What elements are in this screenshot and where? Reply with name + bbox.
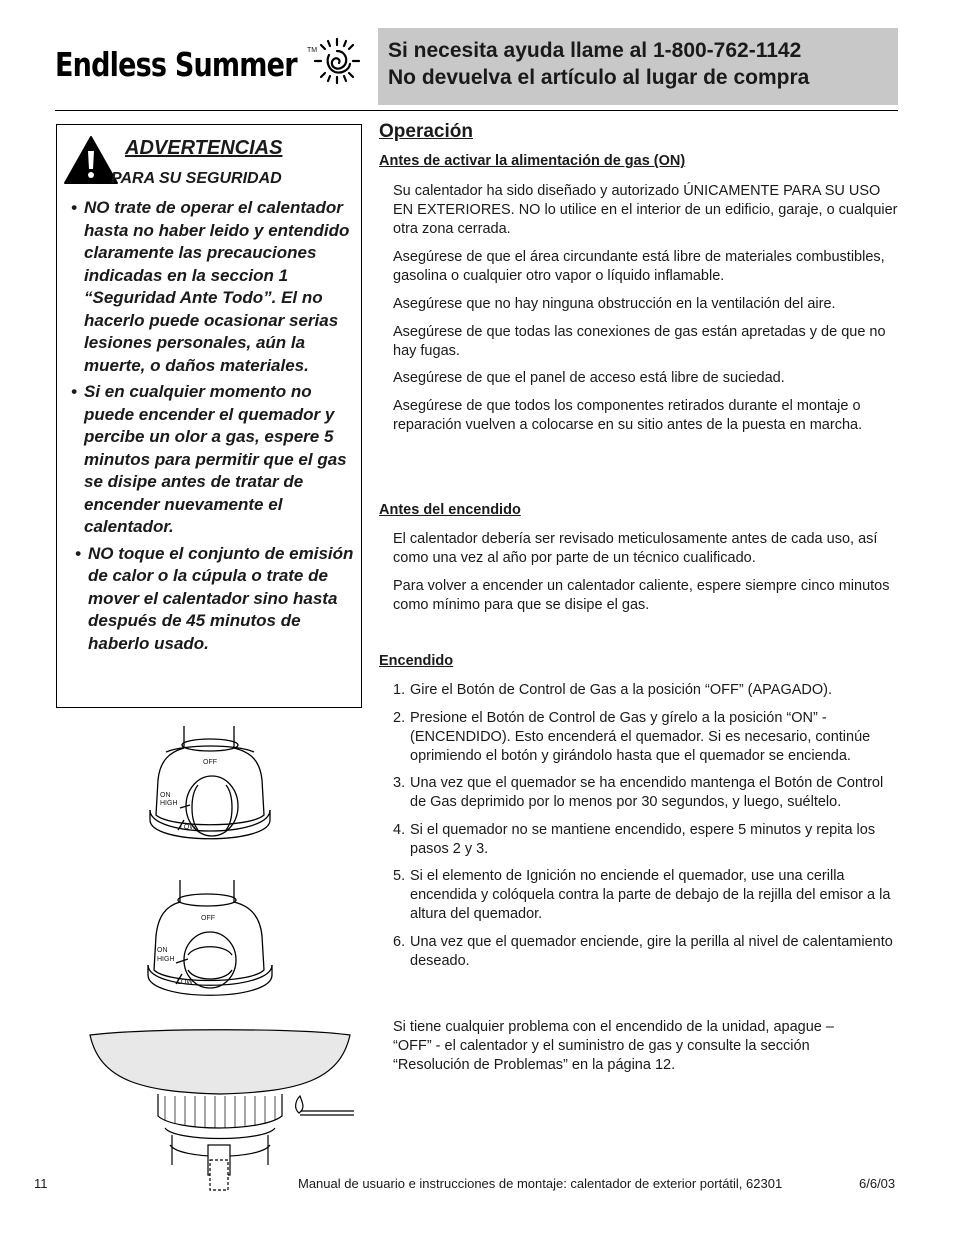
label-on-2: ON xyxy=(157,947,168,954)
brand-logo xyxy=(55,45,350,84)
help-banner xyxy=(378,28,898,105)
step-item: 1. Gire el Botón de Control de Gas a la posición “OFF” (APAGADO). xyxy=(393,682,833,698)
label-off-2: OFF xyxy=(201,915,215,922)
footer-date: 6/6/03 xyxy=(859,1176,896,1191)
paragraph: Asegúrese de que todos los componentes retirados durante el montaje o reparación vuelven a colocarse en su sitio antes de la puesta en marcha. xyxy=(393,398,863,433)
warning-list xyxy=(71,197,361,659)
ignition-steps xyxy=(393,681,901,979)
label-off-1: OFF xyxy=(203,759,217,766)
subheading-before-gas: Antes de activar la alimentación de gas (ON) xyxy=(379,153,686,169)
step-item: 3. Una vez que el quemador se ha encendido mantenga el Botón de Control de Gas deprimido por lo menos por 30 segundos, y luego, suéltelo. xyxy=(393,775,884,810)
paragraph: Su calentador ha sido diseñado y autorizado ÚNICAMENTE PARA SU USO EN EXTERIORES. NO lo utilice en el interior de un edificio, garaje, o cualquier otra zona cerrada. xyxy=(393,183,898,237)
paragraph: El calentador debería ser revisado meticulosamente antes de cada uso, así como una vez al año por parte de un técnico cualificado. xyxy=(393,531,878,566)
footer-title: Manual de usuario e instrucciones de montaje: calentador de exterior portátil, 62301 xyxy=(298,1176,783,1191)
step-item: 2. Presione el Botón de Control de Gas y gírelo a la posición “ON” - (ENCENDIDO). Esto encenderá el quemador. Si es necesario, continúe oprimiendo el botón y girándolo hasta que el quemador se encienda. xyxy=(393,709,871,764)
paragraph: Asegúrese que no hay ninguna obstrucción en la ventilación del aire. xyxy=(393,296,836,312)
warning-item: • NO trate de operar el calentador hasta no haber leido y entendido claramente las precauciones indicadas en la seccion 1 “Seguridad Ante Todo”. El no hacerlo puede ocasionar serias lesiones personales, aún la muerte, o daños materiales. xyxy=(71,198,350,375)
step-item: 4. Si el quemador no se mantiene encendido, espere 5 minutos y repita los pasos 2 y 3. xyxy=(393,821,876,857)
warning-title: ADVERTENCIAS xyxy=(125,137,283,159)
figure-knob-2 xyxy=(148,880,272,995)
subheading-ignition: Encendido xyxy=(379,653,454,669)
page-number: 11 xyxy=(34,1176,48,1191)
label-low-1: LOW xyxy=(180,824,196,831)
warning-item: • NO toque el conjunto de emisión de calor o la cúpula o trate de mover el calentador sino hasta después de 45 minutos de haberlo usado. xyxy=(75,543,354,653)
help-line-return: No devuelva el artículo al lugar de compra xyxy=(388,66,810,89)
section-title: Operación xyxy=(379,121,473,142)
figure-burner xyxy=(90,1030,354,1190)
label-high-2: HIGH xyxy=(157,956,175,963)
figure-knob-1 xyxy=(150,726,270,839)
paragraph: Asegúrese de que el área circundante está libre de materiales combustibles, gasolina o cualquier otro vapor o líquido inflamable. xyxy=(393,249,885,284)
label-high-1: HIGH xyxy=(160,800,178,807)
warning-item: • Si en cualquier momento no puede encender el quemador y percibe un olor a gas, espere 5 minutos para permitir que el gas se disipe antes de tratar de encender nuevamente el calentador. xyxy=(71,382,347,536)
closing-paragraph: Si tiene cualquier problema con el encendido de la unidad, apague – “OFF” - el calentador y el suministro de gas y consulte la sección “Resolución de Problemas” en la página 12. xyxy=(393,1019,834,1073)
header-divider xyxy=(55,110,898,111)
paragraph: Asegúrese de que el panel de acceso está libre de suciedad. xyxy=(393,370,785,386)
subheading-before-ignition: Antes del encendido xyxy=(379,502,521,518)
step-item: 6. Una vez que el quemador enciende, gire la perilla al nivel de calentamiento deseado. xyxy=(393,933,893,969)
step-item: 5. Si el elemento de Ignición no enciende el quemador, use una cerilla encendida y colóquela contra la parte de debajo de la rejilla del emisor a la altura del quemador. xyxy=(393,868,891,922)
sun-icon xyxy=(313,37,361,85)
logo-text: Endless Summer xyxy=(55,45,297,84)
paragraph: Asegúrese de que todas las conexiones de gas están apretadas y de que no hay fugas. xyxy=(393,324,886,359)
warning-subtitle: PARA SU SEGURIDAD xyxy=(111,170,282,187)
label-low-2: LOW xyxy=(177,979,193,986)
help-line-phone: Si necesita ayuda llame al 1-800-762-1142 xyxy=(388,39,802,62)
label-on-1: ON xyxy=(160,792,171,799)
logo-trademark: TM xyxy=(307,47,318,54)
paragraph: Para volver a encender un calentador caliente, espere siempre cinco minutos como mínimo para que se disipe el gas. xyxy=(393,578,890,613)
warning-box xyxy=(56,124,362,708)
